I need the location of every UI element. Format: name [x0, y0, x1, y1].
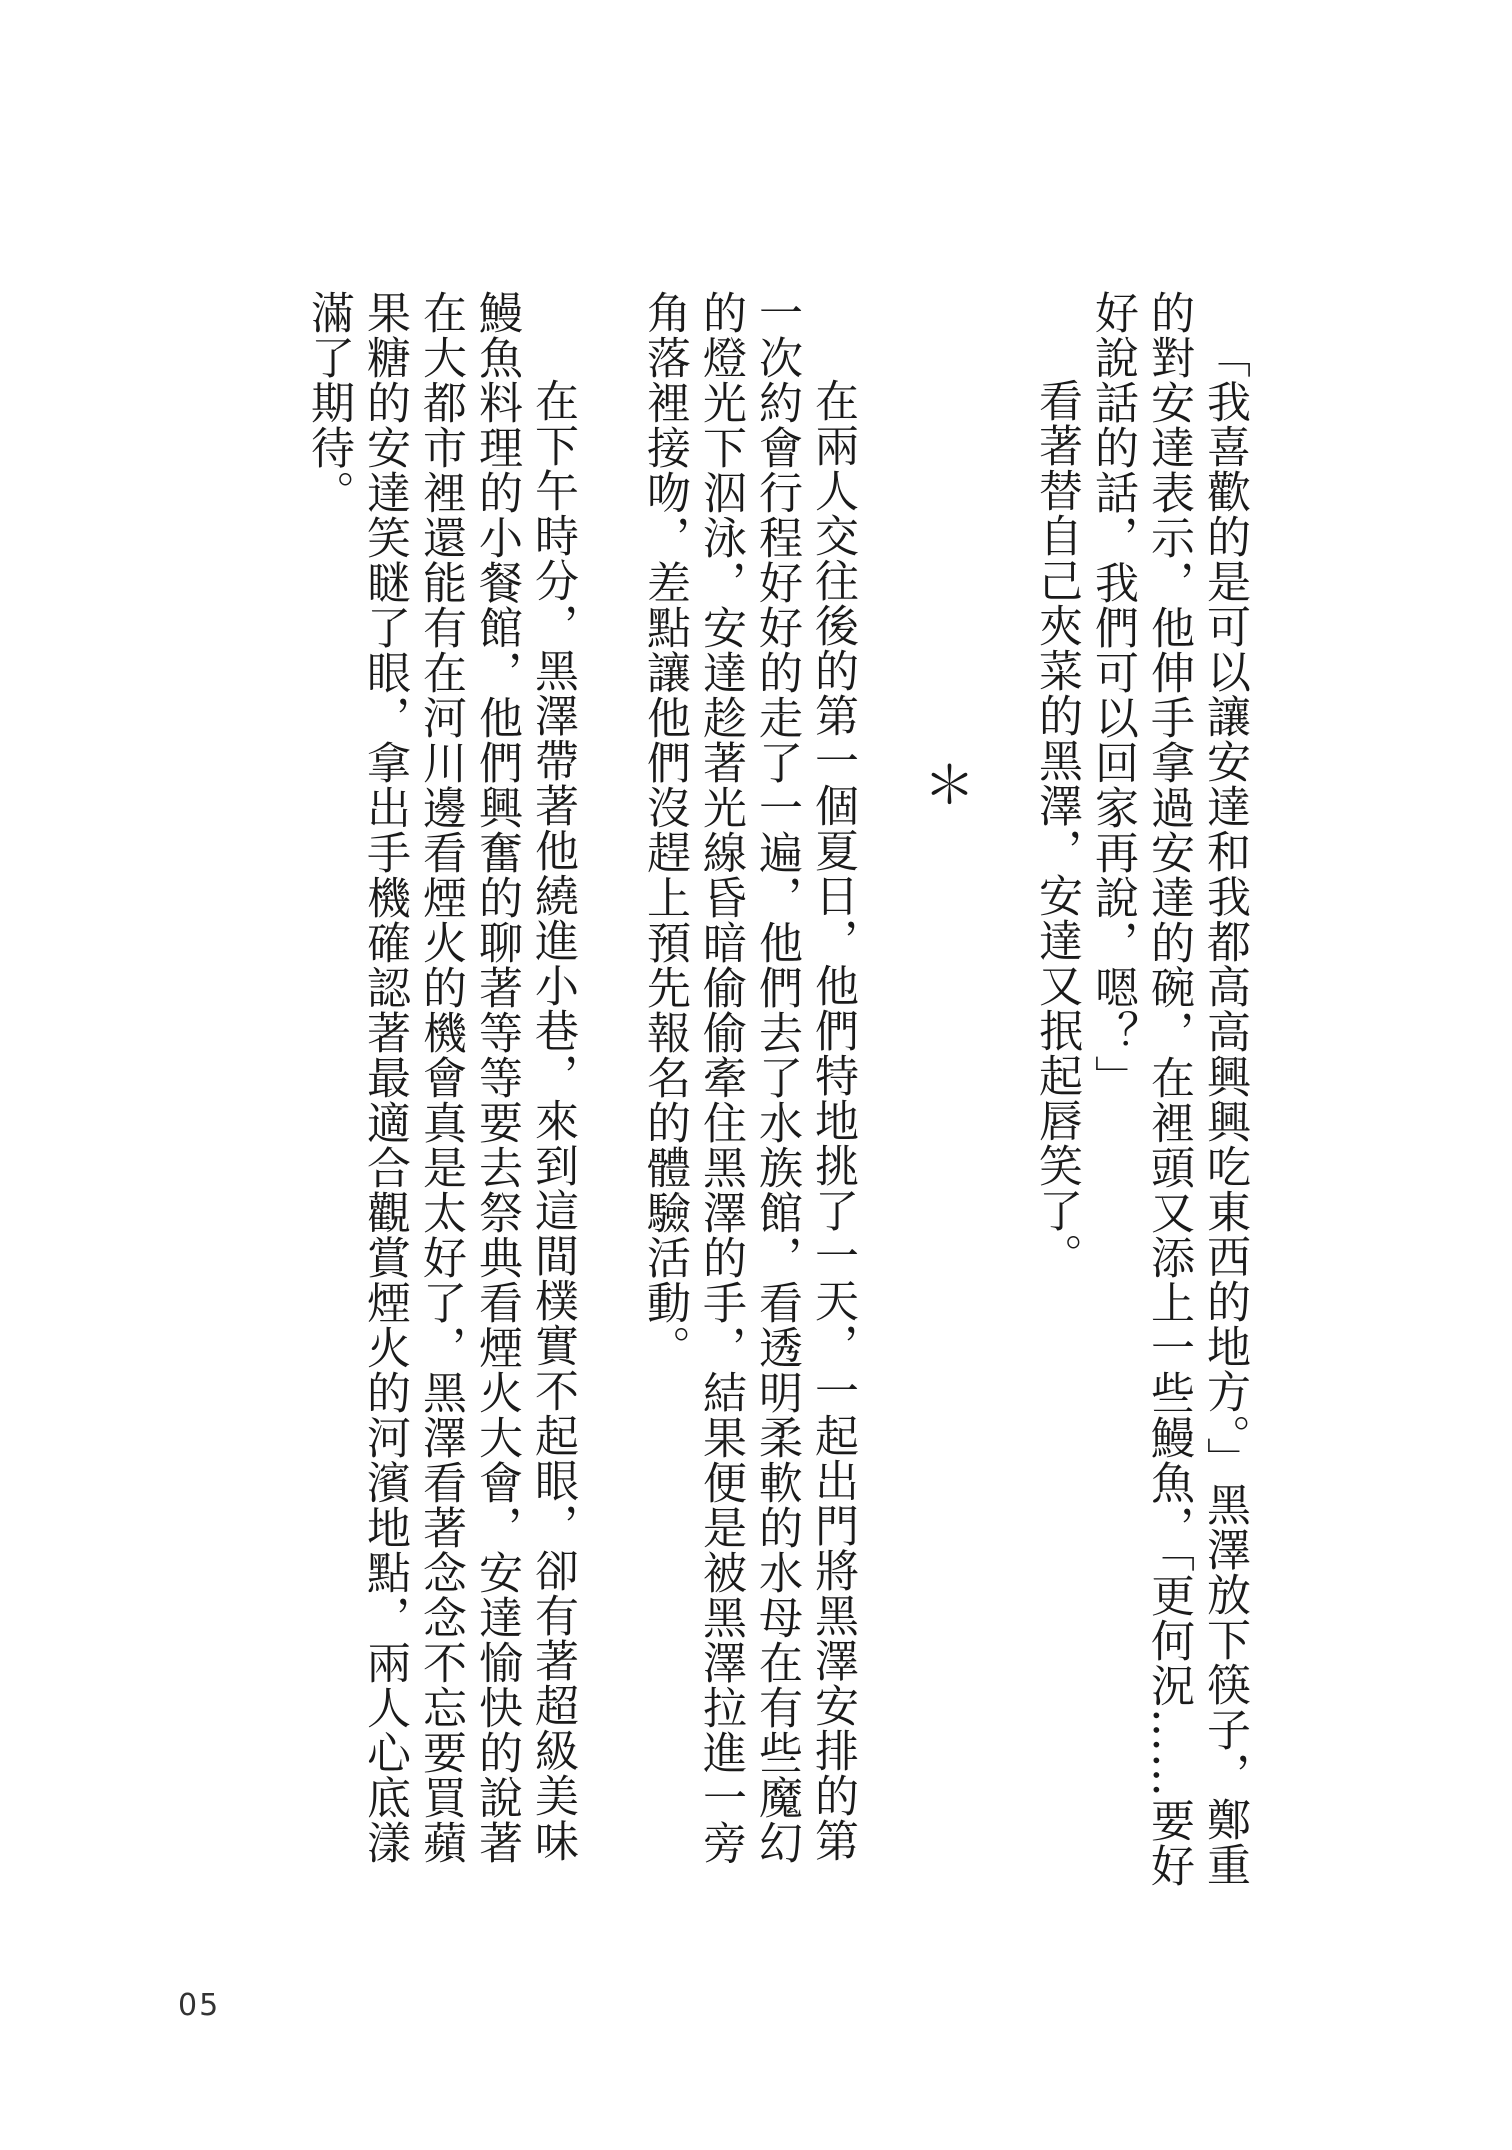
vertical-text-body	[300, 290, 1252, 1890]
narration-paragraph: 在下午時分，黑澤帶著他繞進小巷，來到這間樸實不起眼，卻有著超級美味鰻魚料理的小餐館，他們興奮的聊著等等要去祭典看煙火大會，安達愉快的說著在大都市裡還能有在河川邊看煙火的機會真是太好了，黑澤看著念念不忘要買蘋果糖的安達笑瞇了眼，拿出手機確認著最適合觀賞煙火的河濱地點，兩人心底漾滿了期待。	[303, 290, 578, 1865]
blank-column	[860, 290, 916, 1890]
blank-column	[580, 290, 636, 1890]
scene-break-asterisk: ＊	[914, 758, 974, 811]
narration-paragraph: 在兩人交往後的第一個夏日，他們特地挑了一天，一起出門將黑澤安排的第一次約會行程好好的走了一遍，他們去了水族館，看透明柔軟的水母在有些魔幻的燈光下泅泳，安達趁著光線昏暗偷偷牽住黑澤的手，結果便是被黑澤拉進一旁角落裡接吻，差點讓他們沒趕上預先報名的體驗活動。	[639, 290, 858, 1865]
narration-paragraph: 看著替自己夾菜的黑澤，安達又抿起唇笑了。	[1031, 378, 1082, 1278]
blank-column	[972, 290, 1028, 1890]
page-number: 05	[178, 1988, 221, 2023]
dialogue-paragraph: 「我喜歡的是可以讓安達和我都高高興興吃東西的地方。」黑澤放下筷子，鄭重的對安達表示，他伸手拿過安達的碗，在裡頭又添上一些鰻魚，「更何況……要好好說話的話，我們可以回家再說，嗯？」	[1087, 290, 1250, 1888]
